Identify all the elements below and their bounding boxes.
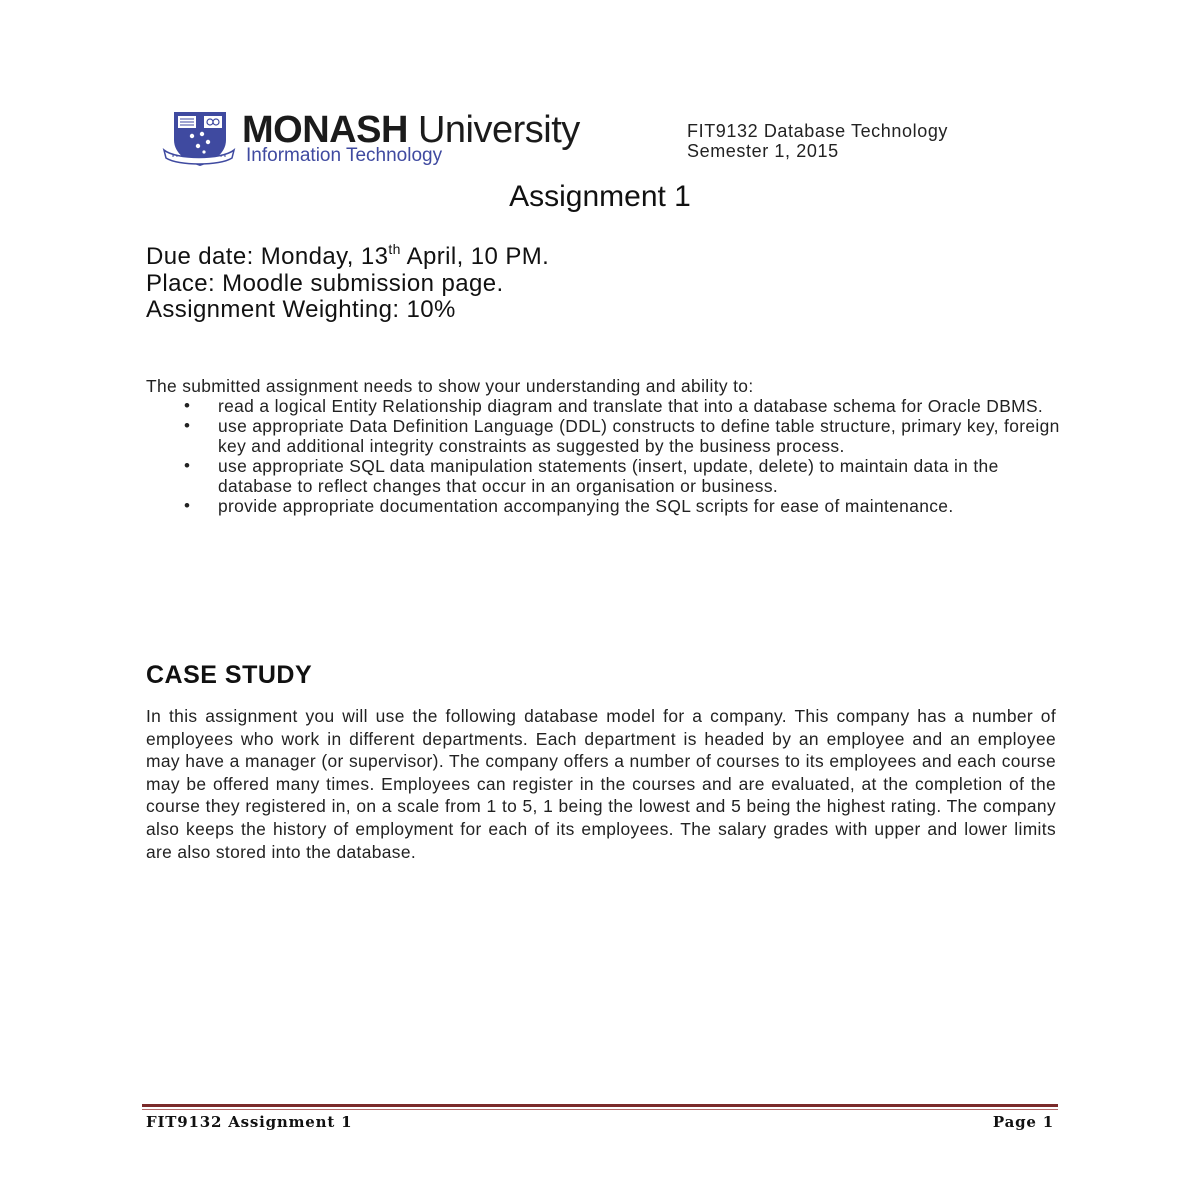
bullet-icon: • <box>184 416 191 435</box>
due-date-suffix: April, 10 PM. <box>400 243 550 270</box>
list-item <box>146 396 1066 416</box>
list-item <box>146 416 1066 456</box>
due-date-prefix: Due date: Monday, 13 <box>146 243 389 270</box>
due-date <box>146 241 550 271</box>
assignment-meta <box>146 241 550 324</box>
monash-logo <box>162 110 662 170</box>
page-title: Assignment 1 <box>509 180 691 213</box>
footer-document-name: FIT9132 Assignment 1 <box>146 1113 353 1131</box>
bullet-icon: • <box>184 456 191 475</box>
list-item <box>146 496 1066 516</box>
objective-text: provide appropriate documentation accompanying the SQL scripts for ease of maintenance. <box>218 496 954 516</box>
learning-objectives <box>146 376 1066 516</box>
case-study-body: In this assignment you will use the following database model for a company. This company has a number of employees who work in different departments. Each department is headed by an employee and an employee may have a manager (or supervisor). The company offers a number of courses to its employees and each course may be offered many times. Employees can register in the courses and are evaluated, at the completion of the course they registered in, on a scale from 1 to 5, 1 being the lowest and 5 being the highest rating. The company also keeps the history of employment for each of its employees. The salary grades with upper and lower limits are also stored into the database. <box>146 706 1056 862</box>
footer-divider <box>142 1104 1058 1107</box>
logo-name-bold: MONASH <box>242 109 408 151</box>
due-date-ordinal: th <box>388 241 401 257</box>
course-name: FIT9132 Database Technology <box>687 121 949 141</box>
logo-name-regular: University <box>417 109 580 151</box>
submission-place: Place: Moodle submission page. <box>146 269 504 297</box>
bullet-icon: • <box>184 496 191 515</box>
objectives-list <box>146 396 1066 516</box>
list-item <box>146 456 1066 496</box>
course-semester: Semester 1, 2015 <box>687 141 839 161</box>
case-study-heading: CASE STUDY <box>146 661 313 689</box>
objectives-lead: The submitted assignment needs to show your understanding and ability to: <box>146 376 754 396</box>
logo-subtitle: Information Technology <box>246 145 443 166</box>
university-crest-icon <box>162 110 236 168</box>
footer-page-number: Page 1 <box>992 1113 1054 1131</box>
course-info <box>687 121 948 161</box>
logo-wordmark <box>242 110 580 150</box>
objective-text: read a logical Entity Relationship diagram and translate that into a database schema for Oracle DBMS. <box>218 396 1044 416</box>
bullet-icon: • <box>184 396 191 415</box>
footer-divider-thin <box>142 1109 1058 1110</box>
objective-text: use appropriate SQL data manipulation statements (insert, update, delete) to maintain data in the database to reflect changes that occur in an organisation or business. <box>218 456 999 496</box>
assignment-weighting: Assignment Weighting: 10% <box>146 296 456 323</box>
objective-text: use appropriate Data Definition Language (DDL) constructs to define table structure, primary key, foreign key and additional integrity constraints as suggested by the business process. <box>218 416 1060 456</box>
